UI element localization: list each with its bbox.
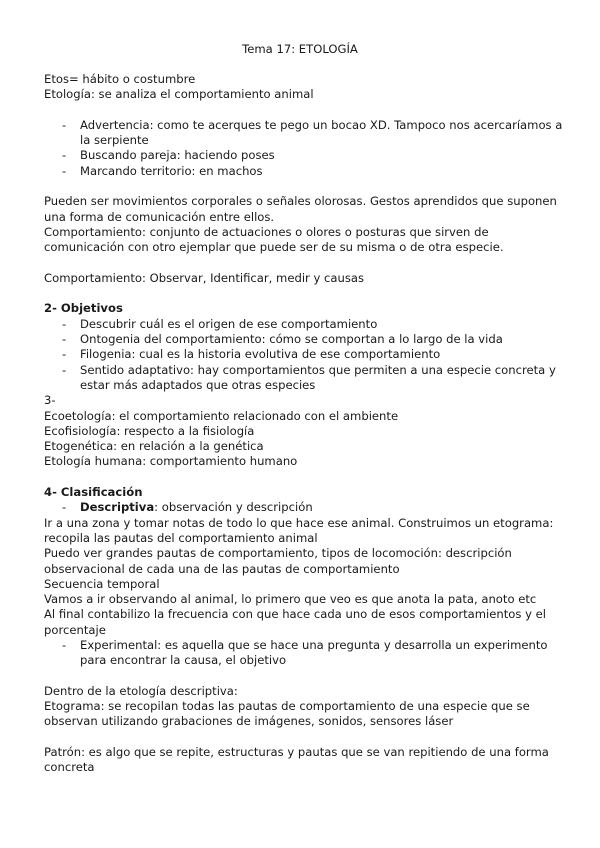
list-item: - Sentido adaptativo: hay comportamientos que permiten a una especie concreta y estar más adaptados que otras especies: [44, 363, 564, 394]
list-item: - Ontogenia del comportamiento: cómo se comportan a lo largo de la vida: [44, 332, 564, 347]
objetivos-list: [44, 317, 564, 393]
etograma-definition: Etograma: se recopilan todas las pautas de comportamiento de una especie que se observan utilizando grabaciones de imágenes, sonidos, sensores láser: [44, 699, 530, 729]
definition-etologia: Etología: se analiza el comportamiento animal: [44, 87, 314, 102]
descriptiva-intro: Dentro de la etología descriptiva:: [44, 683, 238, 698]
paragraph-comportamiento-obs: Comportamiento: Observar, Identificar, medir y causas: [44, 270, 365, 285]
definition-etos: Etos= hábito o costumbre: [44, 72, 196, 86]
line-etogenetica: Etogenética: en relación a la genética: [44, 439, 264, 454]
document-body: [44, 72, 564, 776]
patron-definition: Patrón: es algo que se repite, estructuras y pautas que se van repitiendo de una forma concreta: [44, 745, 549, 775]
list-item: - Experimental: es aquella que se hace una pregunta y desarrolla un experimento para encontrar la causa, el objetivo: [44, 638, 564, 669]
line-etologia-humana: Etología humana: comportamiento humano: [44, 454, 298, 469]
list-item: - Advertencia: como te acerques te pego un bocao XD. Tampoco nos acercaríamos a la serpiente: [44, 118, 564, 149]
heading-section-3: 3-: [44, 393, 56, 408]
list-item: - Descubrir cuál es el origen de ese comportamiento: [44, 317, 564, 332]
list-item: - Marcando territorio: en machos: [44, 164, 564, 179]
descriptiva-text: : observación y descripción: [154, 500, 313, 515]
list-item: - Buscando pareja: haciendo poses: [44, 148, 564, 163]
list-item: [44, 500, 564, 515]
clasificacion-line: Secuencia temporal: [44, 576, 160, 591]
heading-clasificacion: 4- Clasificación: [44, 485, 143, 500]
clasificacion-line: Puedo ver grandes pautas de comportamiento, tipos de locomoción: descripción observacional de cada una de las pautas de comportamiento: [44, 546, 512, 576]
examples-list: [44, 118, 564, 179]
descriptiva-label: Descriptiva: [80, 500, 155, 515]
paragraph-comportamiento-def: Comportamiento: conjunto de actuaciones o olores o posturas que sirven de comunicación con otro ejemplar que puede ser de su misma o de otra especie.: [44, 224, 504, 255]
paragraph-movimientos: Pueden ser movimientos corporales o señales olorosas. Gestos aprendidos que suponen una forma de comunicación entre ellos.: [44, 194, 557, 224]
line-ecofisiologia: Ecofisiología: respecto a la fisiología: [44, 423, 255, 438]
heading-objetivos: 2- Objetivos: [44, 301, 123, 316]
page-title: Tema 17: ETOLOGÍA: [242, 42, 358, 56]
clasificacion-descriptiva-list: [44, 500, 564, 515]
list-item: - Filogenia: cual es la historia evolutiva de ese comportamiento: [44, 347, 564, 362]
clasificacion-line: Vamos a ir observando al animal, lo primero que veo es que anota la pata, anoto etc: [44, 592, 537, 607]
clasificacion-line: Ir a una zona y tomar notas de todo lo que hace ese animal. Construimos un etograma: recopila las pautas del comportamiento animal: [44, 515, 554, 545]
line-ecoetologia: Ecoetología: el comportamiento relacionado con el ambiente: [44, 408, 399, 423]
clasificacion-line: Al final contabilizo la frecuencia con que hace cada uno de esos comportamientos y el porcentaje: [44, 607, 547, 637]
clasificacion-experimental-list: [44, 638, 564, 669]
